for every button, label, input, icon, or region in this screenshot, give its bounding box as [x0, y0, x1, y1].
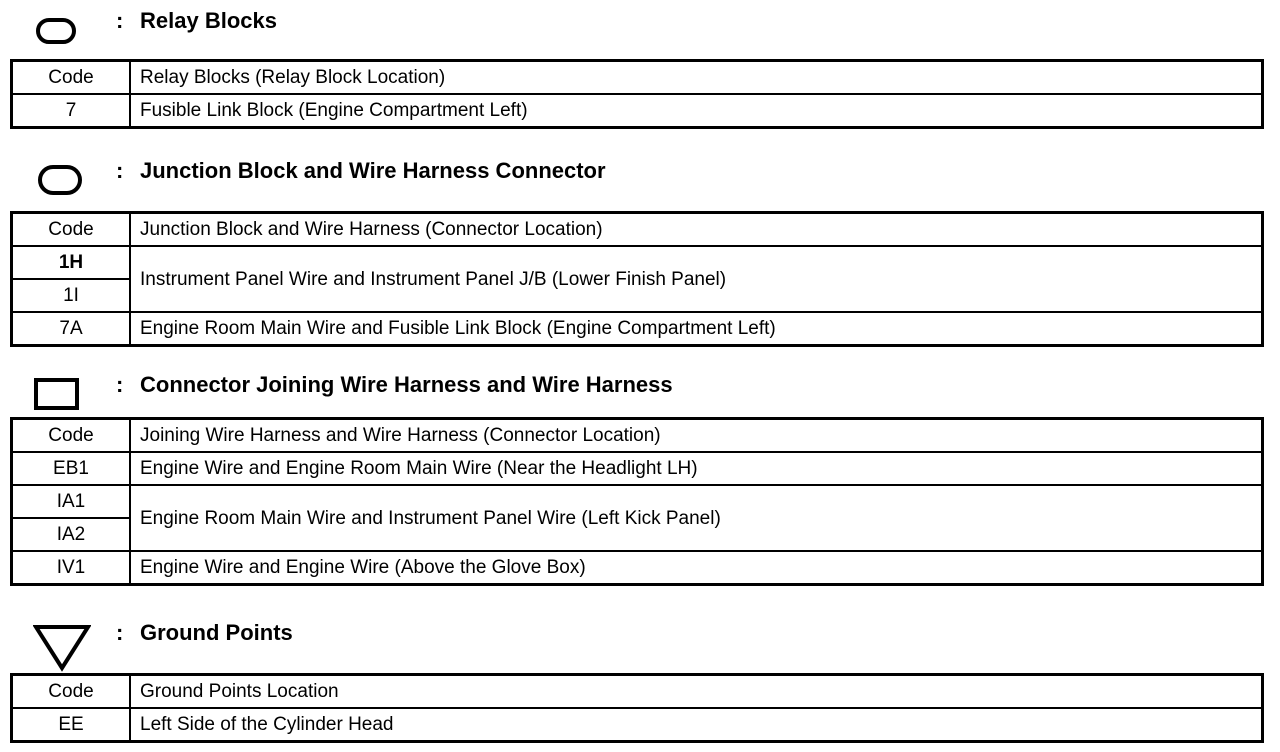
junction-block-table	[10, 211, 1264, 347]
code-cell: EE	[12, 708, 131, 742]
rounded-rectangle-icon	[36, 18, 76, 44]
code-cell: IA2	[12, 518, 131, 551]
code-header: Code	[12, 675, 131, 709]
ground-points-table	[10, 673, 1264, 743]
triangle-down-icon	[33, 624, 91, 672]
table-row	[12, 94, 1263, 128]
code-cell: 1I	[12, 279, 131, 312]
code-cell: IA1	[12, 485, 131, 518]
table-row	[12, 708, 1263, 742]
table-row	[12, 551, 1263, 585]
location-header: Junction Block and Wire Harness (Connector Location)	[130, 213, 1263, 247]
code-cell: 1H	[12, 246, 131, 279]
connector-table	[10, 417, 1264, 586]
section-title: Ground Points	[140, 620, 293, 645]
oval-icon	[38, 165, 82, 195]
table-header-row	[12, 419, 1263, 453]
table-row	[12, 485, 1263, 518]
code-header: Code	[12, 213, 131, 247]
location-header: Relay Blocks (Relay Block Location)	[130, 61, 1263, 95]
table-header-row	[12, 675, 1263, 709]
table-row	[12, 246, 1263, 279]
heading-colon: :	[116, 372, 124, 397]
rectangle-icon	[34, 378, 79, 410]
heading-colon: :	[116, 620, 124, 645]
connector-heading	[0, 370, 1280, 410]
table-header-row	[12, 213, 1263, 247]
code-cell: 7A	[12, 312, 131, 346]
code-header: Code	[12, 61, 131, 95]
location-cell: Engine Wire and Engine Room Main Wire (Near the Headlight LH)	[130, 452, 1263, 485]
location-cell: Engine Room Main Wire and Instrument Panel Wire (Left Kick Panel)	[130, 485, 1263, 551]
section-title: Relay Blocks	[140, 8, 277, 33]
section-title: Junction Block and Wire Harness Connector	[140, 158, 606, 183]
relay-blocks-table	[10, 59, 1264, 129]
code-header: Code	[12, 419, 131, 453]
heading-colon: :	[116, 158, 124, 183]
junction-block-heading	[0, 156, 1280, 196]
table-header-row	[12, 61, 1263, 95]
table-row	[12, 452, 1263, 485]
code-cell: IV1	[12, 551, 131, 585]
location-header: Ground Points Location	[130, 675, 1263, 709]
code-cell: EB1	[12, 452, 131, 485]
ground-points-heading	[0, 618, 1280, 658]
location-cell: Fusible Link Block (Engine Compartment Left)	[130, 94, 1263, 128]
location-cell: Engine Room Main Wire and Fusible Link Block (Engine Compartment Left)	[130, 312, 1263, 346]
location-cell: Engine Wire and Engine Wire (Above the Glove Box)	[130, 551, 1263, 585]
section-title: Connector Joining Wire Harness and Wire Harness	[140, 372, 673, 397]
relay-blocks-heading	[0, 6, 1280, 46]
location-header: Joining Wire Harness and Wire Harness (Connector Location)	[130, 419, 1263, 453]
table-row	[12, 312, 1263, 346]
code-cell: 7	[12, 94, 131, 128]
location-cell: Instrument Panel Wire and Instrument Panel J/B (Lower Finish Panel)	[130, 246, 1263, 312]
heading-colon: :	[116, 8, 124, 33]
location-cell: Left Side of the Cylinder Head	[130, 708, 1263, 742]
